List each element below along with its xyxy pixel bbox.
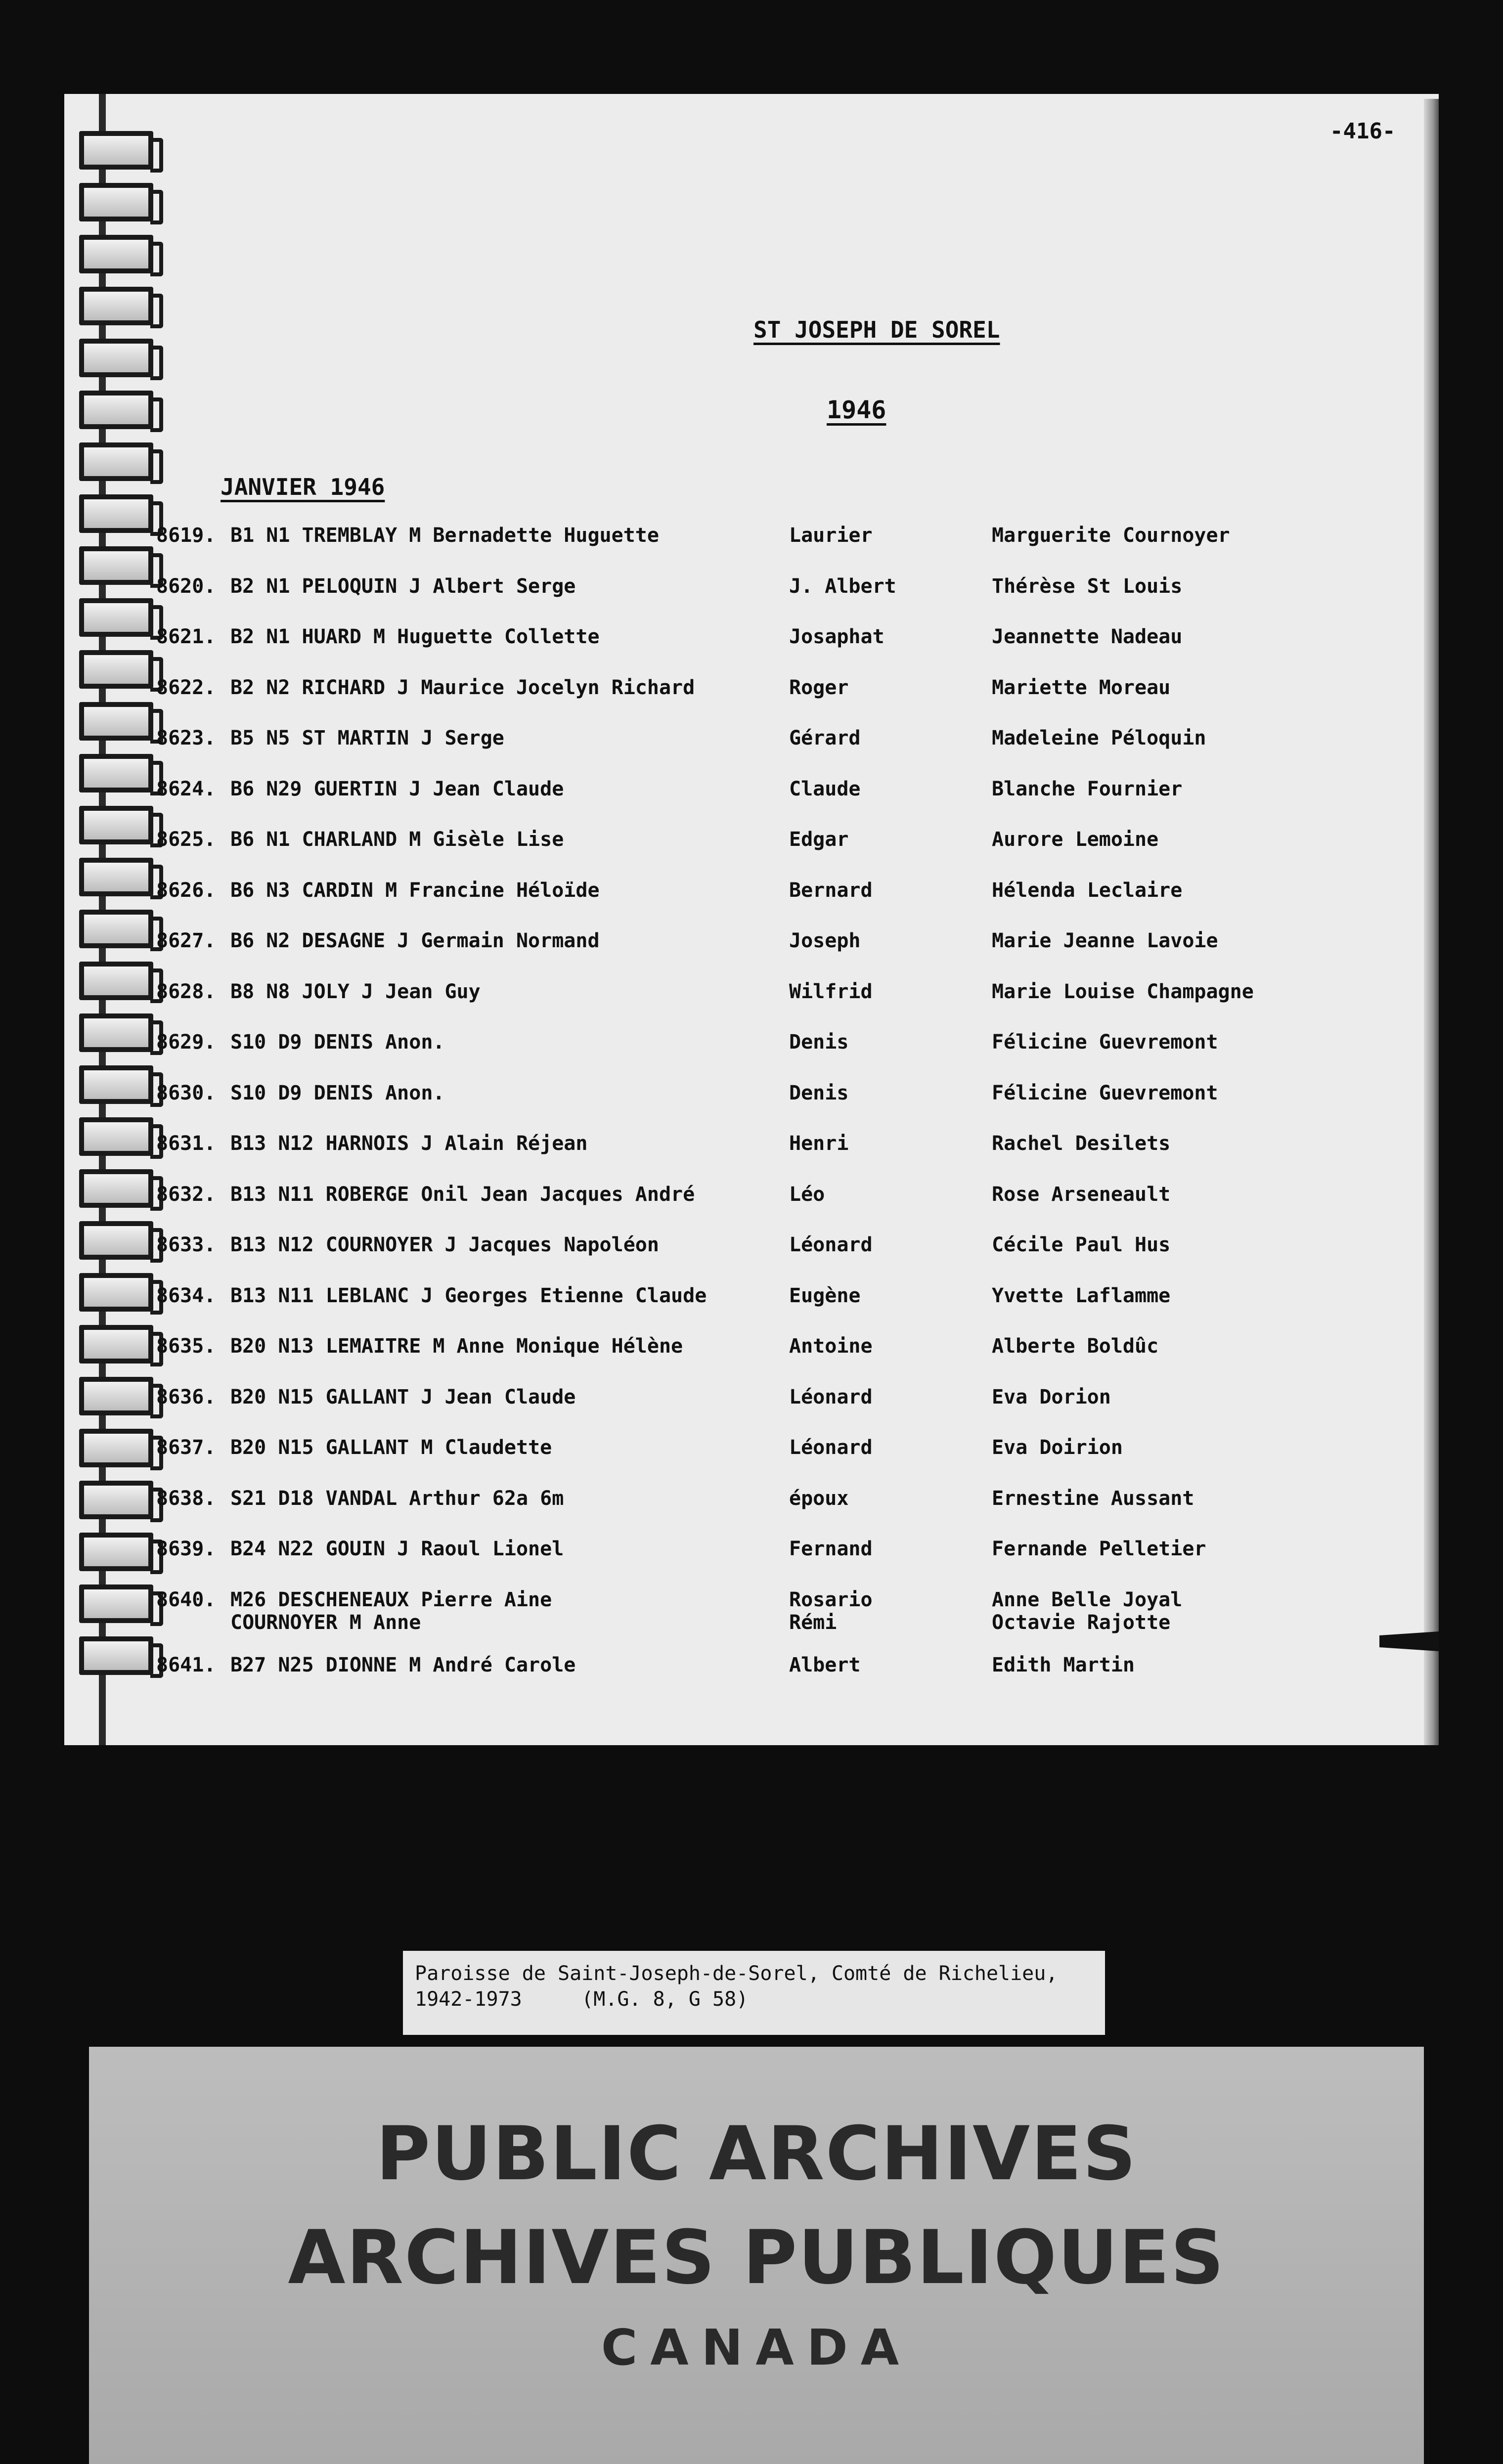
entry-name xyxy=(230,1588,552,1634)
entry-father xyxy=(789,1436,873,1459)
entry-number-text: 8627. xyxy=(156,929,216,952)
entry-name-text: B13 N12 HARNOIS J Alain Réjean xyxy=(230,1132,588,1155)
binder-ring xyxy=(79,962,153,1000)
entry-father xyxy=(789,1538,873,1560)
entry-father xyxy=(789,929,861,952)
entry-father xyxy=(789,1132,848,1155)
binder-ring xyxy=(79,754,153,792)
entry-mother-text: Cécile Paul Hus xyxy=(992,1233,1171,1256)
entry-father-text: Laurier xyxy=(789,524,873,547)
entry-father xyxy=(789,778,861,800)
entry-name-text: M26 DESCHENEAUX Pierre Aine xyxy=(230,1588,552,1611)
entry-number-text: 8624. xyxy=(156,777,216,800)
entry-father xyxy=(789,1487,848,1510)
entry-mother xyxy=(992,1487,1194,1510)
page-edge xyxy=(1424,99,1439,1745)
archive-label xyxy=(403,1951,1105,2035)
entry-number-text: 8628. xyxy=(156,980,216,1003)
entry-mother-text-line2: Octavie Rajotte xyxy=(992,1611,1171,1634)
binder-ring xyxy=(79,910,153,948)
entry-mother-text: Blanche Fournier xyxy=(992,777,1183,800)
archives-stamp xyxy=(89,2047,1424,2464)
entry-father-text: époux xyxy=(789,1487,849,1510)
entry-name xyxy=(230,1183,695,1206)
entry-mother-text: Rose Arseneault xyxy=(992,1183,1171,1206)
entry-number-text: 8632. xyxy=(156,1183,216,1206)
binder-ring xyxy=(79,1013,153,1052)
binder-ring xyxy=(79,1429,153,1467)
entry-father xyxy=(789,1082,848,1104)
entry-father xyxy=(789,727,861,749)
entry-number-text: 8620. xyxy=(156,574,216,598)
entry-name xyxy=(230,1654,575,1676)
entry-number xyxy=(156,929,216,952)
entry-number xyxy=(156,1436,216,1459)
entry-name xyxy=(230,1538,564,1560)
binder-ring xyxy=(79,287,153,325)
binder-ring xyxy=(79,1117,153,1156)
entry-father-text: Eugène xyxy=(789,1284,861,1307)
entry-father-text: Gérard xyxy=(789,727,861,749)
entry-mother xyxy=(992,575,1182,598)
entry-name xyxy=(230,1487,564,1510)
stamp-line-canada: CANADA xyxy=(601,2319,912,2376)
entry-name-text: B13 N11 ROBERGE Onil Jean Jacques André xyxy=(230,1183,695,1206)
entry-father xyxy=(789,1654,861,1676)
entry-mother-text: Anne Belle Joyal xyxy=(992,1588,1183,1611)
entry-father xyxy=(789,1031,848,1054)
entry-father-text: Josaphat xyxy=(789,625,884,648)
entry-mother xyxy=(992,1588,1182,1634)
entry-number xyxy=(156,1588,216,1611)
entry-father-text: Claude xyxy=(789,777,861,800)
entry-number-text: 8638. xyxy=(156,1487,216,1510)
entry-mother-text: Aurore Lemoine xyxy=(992,828,1159,851)
entry-mother xyxy=(992,879,1182,902)
entry-father xyxy=(789,1386,873,1408)
entry-father-text: Léonard xyxy=(789,1436,873,1459)
entry-number xyxy=(156,778,216,800)
binder-ring xyxy=(79,442,153,481)
entry-mother xyxy=(992,1654,1135,1676)
month-header: JANVIER 1946 xyxy=(221,474,385,500)
entry-name-text: B1 N1 TREMBLAY M Bernadette Huguette xyxy=(230,524,659,547)
binder-ring xyxy=(79,235,153,273)
entry-number xyxy=(156,1233,216,1256)
entry-father-text: Bernard xyxy=(789,879,873,902)
entry-name xyxy=(230,1082,444,1104)
entry-father-text: Albert xyxy=(789,1654,861,1676)
entry-father-text: Denis xyxy=(789,1031,849,1054)
entry-name-text: B2 N1 HUARD M Huguette Collette xyxy=(230,625,600,648)
entry-father xyxy=(789,980,873,1003)
binder-ring xyxy=(79,1636,153,1675)
entry-name-text: S21 D18 VANDAL Arthur 62a 6m xyxy=(230,1487,564,1510)
entry-name-text: B5 N5 ST MARTIN J Serge xyxy=(230,727,504,749)
entry-father-text: Léonard xyxy=(789,1385,873,1408)
entry-name-text: B6 N2 DESAGNE J Germain Normand xyxy=(230,929,600,952)
entry-number xyxy=(156,1082,216,1104)
entry-number xyxy=(156,1538,216,1560)
entry-mother xyxy=(992,1031,1218,1054)
entry-number-text: 8641. xyxy=(156,1654,216,1676)
entry-number xyxy=(156,1487,216,1510)
entry-name-text: B8 N8 JOLY J Jean Guy xyxy=(230,980,481,1003)
entry-father-text: Léonard xyxy=(789,1233,873,1256)
entry-number-text: 8622. xyxy=(156,676,216,699)
entry-name-text: S10 D9 DENIS Anon. xyxy=(230,1081,445,1104)
binder-ring xyxy=(79,806,153,844)
entry-name xyxy=(230,1386,575,1408)
entry-name-text: B6 N1 CHARLAND M Gisèle Lise xyxy=(230,828,564,851)
entry-name-text: B20 N15 GALLANT J Jean Claude xyxy=(230,1385,576,1408)
entry-mother-text: Jeannette Nadeau xyxy=(992,625,1183,648)
entry-father xyxy=(789,1588,873,1634)
entry-father xyxy=(789,1233,873,1256)
entry-mother-text: Thérèse St Louis xyxy=(992,574,1183,598)
entry-number xyxy=(156,524,216,547)
entry-mother xyxy=(992,828,1158,851)
entry-number xyxy=(156,1183,216,1206)
entry-father-text: Denis xyxy=(789,1081,849,1104)
entry-number-text: 8640. xyxy=(156,1588,216,1611)
entry-number xyxy=(156,980,216,1003)
entry-name-text: B13 N11 LEBLANC J Georges Etienne Claude xyxy=(230,1284,707,1307)
binder-ring xyxy=(79,339,153,377)
binder-ring xyxy=(79,1325,153,1364)
entry-name xyxy=(230,778,564,800)
entry-name-text: B20 N15 GALLANT M Claudette xyxy=(230,1436,552,1459)
entry-name-text: B6 N3 CARDIN M Francine Héloïde xyxy=(230,879,600,902)
entry-name xyxy=(230,1132,587,1155)
entry-mother xyxy=(992,1335,1158,1358)
entry-number xyxy=(156,575,216,598)
entry-name-text: B27 N25 DIONNE M André Carole xyxy=(230,1654,576,1676)
entry-number-text: 8635. xyxy=(156,1335,216,1358)
stamp-line-archives-publiques: ARCHIVES PUBLIQUES xyxy=(288,2215,1225,2301)
entry-number xyxy=(156,676,216,699)
entry-name-text: B13 N12 COURNOYER J Jacques Napoléon xyxy=(230,1233,659,1256)
entry-father-text-line2: Rémi xyxy=(789,1611,837,1634)
binder-ring xyxy=(79,702,153,741)
entry-name-text: S10 D9 DENIS Anon. xyxy=(230,1031,445,1054)
entry-number-text: 8623. xyxy=(156,727,216,749)
entry-number xyxy=(156,1335,216,1358)
entry-number-text: 8621. xyxy=(156,625,216,648)
entry-name xyxy=(230,676,695,699)
entry-number-text: 8634. xyxy=(156,1284,216,1307)
entry-father-text: J. Albert xyxy=(789,574,896,598)
archive-label-line: Paroisse de Saint-Joseph-de-Sorel, Comté de Richelieu, xyxy=(415,1962,1058,1985)
entry-father xyxy=(789,1284,861,1307)
entry-number-text: 8630. xyxy=(156,1081,216,1104)
entry-name-text: B2 N2 RICHARD J Maurice Jocelyn Richard xyxy=(230,676,695,699)
entry-father xyxy=(789,1183,825,1206)
entry-number-text: 8637. xyxy=(156,1436,216,1459)
entry-name-text: B20 N13 LEMAITRE M Anne Monique Hélène xyxy=(230,1335,683,1358)
entry-mother xyxy=(992,625,1182,648)
entry-name-text: B6 N29 GUERTIN J Jean Claude xyxy=(230,777,564,800)
entry-name xyxy=(230,980,481,1003)
entry-number xyxy=(156,1132,216,1155)
entry-number xyxy=(156,727,216,749)
entry-mother-text: Fernande Pelletier xyxy=(992,1538,1206,1560)
binder-ring xyxy=(79,1065,153,1104)
page-number: -416- xyxy=(1330,119,1396,144)
entry-father-text: Henri xyxy=(789,1132,849,1155)
entry-name xyxy=(230,575,575,598)
entry-name-text-line2: COURNOYER M Anne xyxy=(230,1611,421,1634)
binder-ring xyxy=(79,131,153,170)
entry-number xyxy=(156,1284,216,1307)
binder-ring xyxy=(79,183,153,221)
binder-ring xyxy=(79,1584,153,1623)
entry-name-text: B2 N1 PELOQUIN J Albert Serge xyxy=(230,574,576,598)
entry-father xyxy=(789,524,873,547)
entry-name xyxy=(230,625,600,648)
entry-name xyxy=(230,1284,707,1307)
entry-father-text: Léo xyxy=(789,1183,825,1206)
entry-father xyxy=(789,828,848,851)
entry-mother xyxy=(992,1284,1170,1307)
binder-ring xyxy=(79,391,153,429)
entry-father xyxy=(789,1335,873,1358)
entry-name xyxy=(230,879,600,902)
entry-number-text: 8629. xyxy=(156,1031,216,1054)
archive-label-line: 1942-1973 (M.G. 8, G 58) xyxy=(415,1988,749,2011)
entry-number xyxy=(156,625,216,648)
stamp-line-public-archives: PUBLIC ARCHIVES xyxy=(376,2111,1137,2197)
entry-father xyxy=(789,676,848,699)
entry-name xyxy=(230,1335,683,1358)
entry-number xyxy=(156,1386,216,1408)
binder-ring xyxy=(79,494,153,533)
entry-name xyxy=(230,828,564,851)
binder-ring xyxy=(79,1481,153,1519)
entry-name xyxy=(230,727,504,749)
entry-number-text: 8639. xyxy=(156,1538,216,1560)
entry-mother xyxy=(992,727,1206,749)
entry-mother-text: Eva Dorion xyxy=(992,1385,1111,1408)
entry-mother-text: Marie Jeanne Lavoie xyxy=(992,929,1218,952)
entry-mother xyxy=(992,1538,1206,1560)
entry-number-text: 8631. xyxy=(156,1132,216,1155)
entry-father-text: Edgar xyxy=(789,828,849,851)
entry-name xyxy=(230,1436,552,1459)
entry-father-text: Joseph xyxy=(789,929,861,952)
entry-mother xyxy=(992,1233,1170,1256)
entry-name xyxy=(230,1233,659,1256)
entry-father-text: Antoine xyxy=(789,1335,873,1358)
entry-mother-text: Félicine Guevremont xyxy=(992,1031,1218,1054)
entry-number xyxy=(156,1031,216,1054)
entry-mother xyxy=(992,524,1230,547)
entry-number-text: 8626. xyxy=(156,879,216,902)
entry-father-text: Rosario xyxy=(789,1588,873,1611)
entry-name xyxy=(230,929,600,952)
binder-ring xyxy=(79,1533,153,1571)
entry-mother xyxy=(992,1132,1170,1155)
binder-ring xyxy=(79,858,153,896)
binder-ring xyxy=(79,1221,153,1260)
parish-title: ST JOSEPH DE SOREL xyxy=(753,316,1000,343)
entry-number xyxy=(156,879,216,902)
entry-number-text: 8625. xyxy=(156,828,216,851)
entry-mother xyxy=(992,1436,1123,1459)
entry-father-text: Fernand xyxy=(789,1538,873,1560)
entry-father-text: Roger xyxy=(789,676,849,699)
entry-mother-text: Mariette Moreau xyxy=(992,676,1171,699)
entry-number-text: 8636. xyxy=(156,1385,216,1408)
entry-mother-text: Madeleine Péloquin xyxy=(992,727,1206,749)
entry-number-text: 8633. xyxy=(156,1233,216,1256)
entry-mother-text: Hélenda Leclaire xyxy=(992,879,1183,902)
binder-ring xyxy=(79,1273,153,1312)
entry-mother-text: Edith Martin xyxy=(992,1654,1135,1676)
binder-ring xyxy=(79,598,153,637)
binder-ring xyxy=(79,1377,153,1415)
entry-father xyxy=(789,625,884,648)
entry-mother-text: Félicine Guevremont xyxy=(992,1081,1218,1104)
entry-father xyxy=(789,575,896,598)
entry-number xyxy=(156,828,216,851)
entry-number xyxy=(156,1654,216,1676)
entry-mother-text: Rachel Desilets xyxy=(992,1132,1171,1155)
entry-mother xyxy=(992,929,1218,952)
binder-ring xyxy=(79,1169,153,1208)
binder-ring xyxy=(79,546,153,585)
entry-mother xyxy=(992,778,1182,800)
binder-ring xyxy=(79,650,153,689)
entry-mother xyxy=(992,1082,1218,1104)
entry-mother-text: Alberte Boldûc xyxy=(992,1335,1159,1358)
entry-mother-text: Marie Louise Champagne xyxy=(992,980,1254,1003)
entry-father xyxy=(789,879,873,902)
entry-mother xyxy=(992,1183,1170,1206)
entry-name-text: B24 N22 GOUIN J Raoul Lionel xyxy=(230,1538,564,1560)
entry-mother-text: Marguerite Cournoyer xyxy=(992,524,1230,547)
entry-name xyxy=(230,524,659,547)
entry-mother-text: Yvette Laflamme xyxy=(992,1284,1171,1307)
entry-mother xyxy=(992,676,1170,699)
entry-name xyxy=(230,1031,444,1054)
entry-father-text: Wilfrid xyxy=(789,980,873,1003)
year-title: 1946 xyxy=(827,396,886,424)
entry-number-text: 8619. xyxy=(156,524,216,547)
entry-mother xyxy=(992,1386,1111,1408)
entry-mother-text: Ernestine Aussant xyxy=(992,1487,1194,1510)
entry-mother-text: Eva Doirion xyxy=(992,1436,1123,1459)
entry-mother xyxy=(992,980,1254,1003)
